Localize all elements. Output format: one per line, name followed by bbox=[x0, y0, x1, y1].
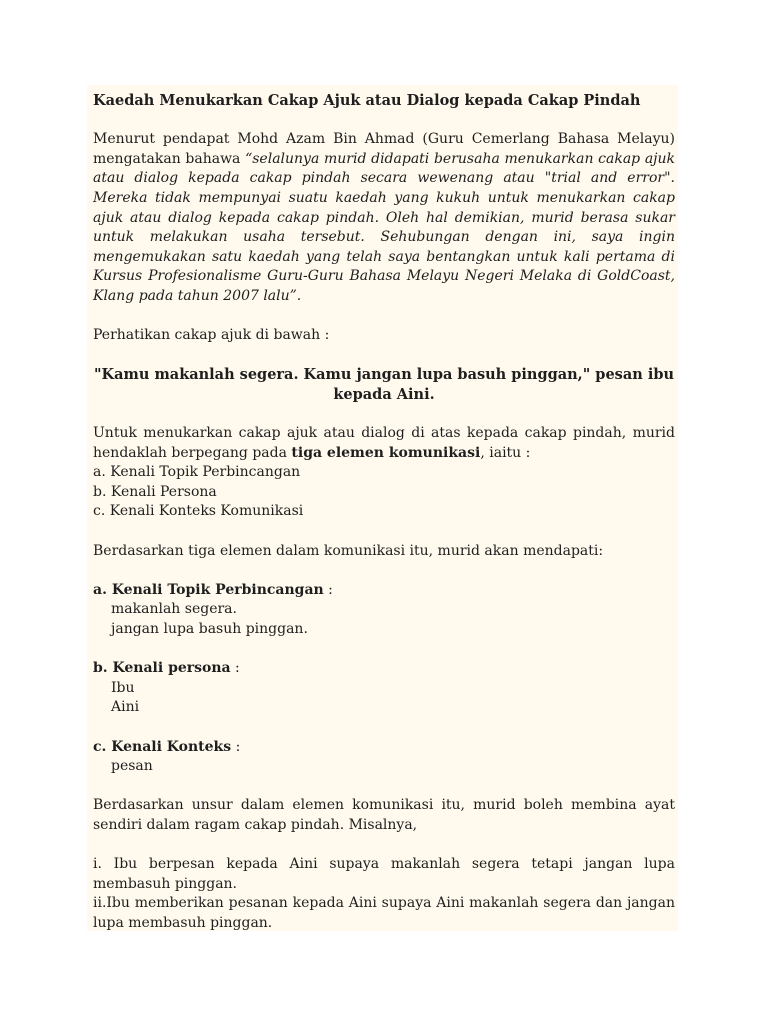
context-heading-label: c. Kenali Konteks bbox=[93, 738, 232, 755]
document-content bbox=[93, 91, 675, 934]
topic-heading-label: a. Kenali Topik Perbincangan bbox=[93, 581, 324, 598]
example-item: i. Ibu berpesan kepada Aini supaya makanlah segera tetapi jangan lupa membasuh pinggan. bbox=[93, 856, 675, 892]
para2-before: Untuk menukarkan cakap ajuk atau dialog di atas kepada cakap pindah, murid hendaklah berpegang pada bbox=[93, 425, 675, 461]
document-title: Kaedah Menukarkan Cakap Ajuk atau Dialog kepada Cakap Pindah bbox=[93, 92, 641, 109]
topic-heading-colon: : bbox=[323, 581, 333, 598]
persona-heading-label: b. Kenali persona bbox=[93, 660, 231, 677]
element-item-b: b. Kenali Persona bbox=[93, 483, 217, 500]
para2-bold: tiga elemen komunikasi bbox=[291, 444, 481, 461]
dialog-quote: "Kamu makanlah segera. Kamu jangan lupa basuh pinggan," pesan ibu kepada Aini. bbox=[93, 366, 675, 403]
element-item-a: a. Kenali Topik Perbincangan bbox=[93, 464, 301, 481]
persona-item: Aini bbox=[111, 699, 140, 716]
section-context-heading bbox=[93, 738, 675, 758]
elements-intro-paragraph bbox=[93, 424, 675, 463]
intro-plain: Menurut pendapat Mohd Azam Bin Ahmad (Guru Cemerlang Bahasa Melayu) mengatakan bahawa bbox=[93, 131, 675, 167]
persona-item: Ibu bbox=[111, 679, 135, 696]
persona-heading-colon: : bbox=[230, 660, 240, 677]
intro-quote-italic: “selalunya murid didapati berusaha menukarkan cakap ajuk atau dialog kepada cakap pindah secara wewenang atau "trial and error". Mereka tidak mempunyai suatu kaedah yang kukuh untuk menukarkan cakap ajuk atau dialog kepada cakap pindah. Oleh hal demikian, murid berasa sukar untuk melakukan usaha tersebut. Sehubungan dengan ini, saya ingin mengemukakan satu kaedah yang telah saya bentangkan untuk kali pertama di Kursus Profesionalisme Guru-Guru Bahasa Melayu Negeri Melaka di GoldCoast, Klang pada tahun 2007 lalu”. bbox=[93, 150, 676, 304]
intro-paragraph bbox=[93, 130, 675, 306]
para2-after: , iaitu : bbox=[480, 444, 531, 461]
element-item-c: c. Kenali Konteks Komunikasi bbox=[93, 503, 304, 520]
attention-text: Perhatikan cakap ajuk di bawah : bbox=[93, 327, 330, 344]
section-persona-heading bbox=[93, 659, 675, 679]
section-topic-heading bbox=[93, 581, 675, 601]
example-item: ii.Ibu memberikan pesanan kepada Aini supaya Aini makanlah segera dan jangan lupa membasuh pinggan. bbox=[93, 895, 675, 931]
context-heading-colon: : bbox=[231, 738, 241, 755]
topic-item: makanlah segera. bbox=[111, 601, 237, 618]
findings-intro: Berdasarkan tiga elemen dalam komunikasi itu, murid akan mendapati: bbox=[93, 542, 604, 559]
construct-paragraph: Berdasarkan unsur dalam elemen komunikasi itu, murid boleh membina ayat sendiri dalam ragam cakap pindah. Misalnya, bbox=[93, 797, 675, 833]
topic-item: jangan lupa basuh pinggan. bbox=[111, 621, 308, 638]
context-item: pesan bbox=[111, 758, 153, 775]
